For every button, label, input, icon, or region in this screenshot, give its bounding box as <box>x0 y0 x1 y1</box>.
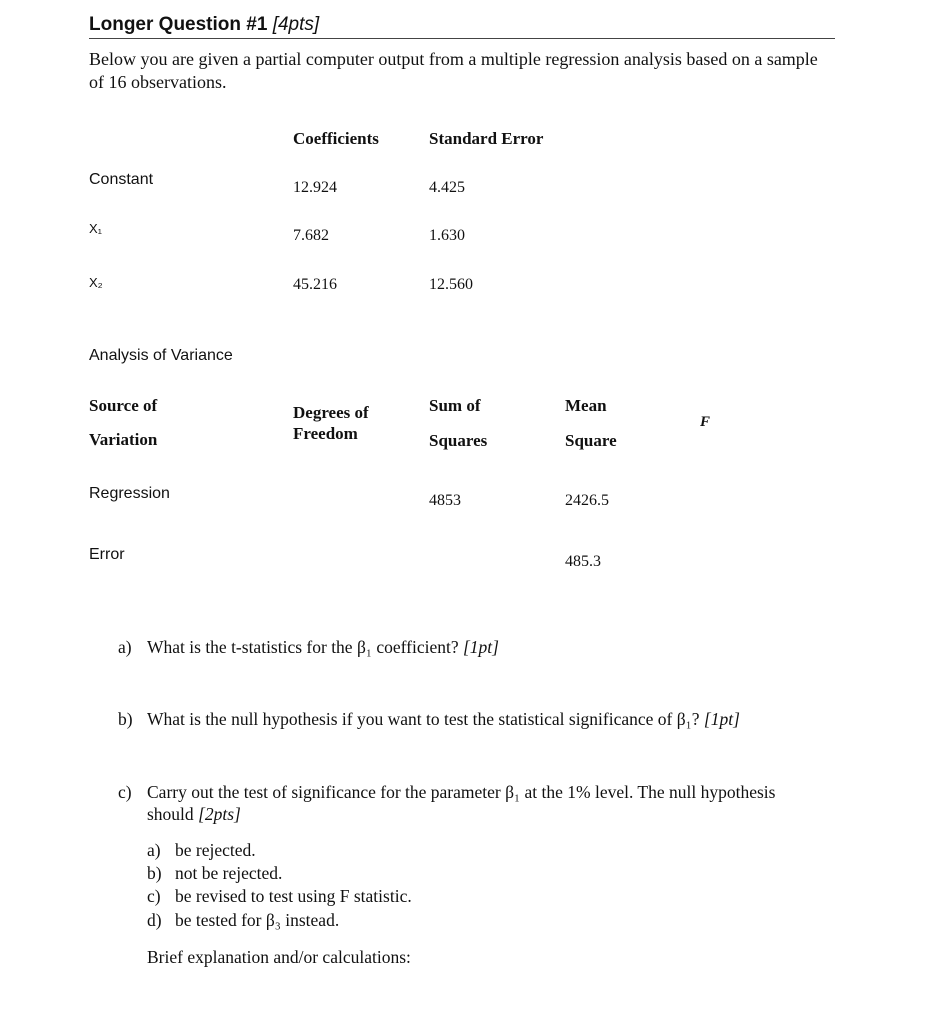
ss-regression: 4853 <box>429 492 461 509</box>
title-underline <box>89 38 835 39</box>
header-coefficients: Coefficients <box>293 129 379 148</box>
question-a-text: What is the t-statistics for the β₁ coefficient? <box>147 637 459 657</box>
header-standard-error: Standard Error <box>429 129 544 148</box>
header-f: F <box>700 414 711 430</box>
ms-error: 485.3 <box>565 553 601 570</box>
se-x2: 12.560 <box>429 276 473 293</box>
coef-x2: 45.216 <box>293 276 337 293</box>
question-title-main: Longer Question #1 <box>89 14 268 35</box>
header-df-line1: Degrees of <box>293 403 369 422</box>
question-b-points: [1pt] <box>703 709 740 729</box>
coef-constant: 12.924 <box>293 179 337 196</box>
option-b-marker: b) <box>147 863 162 883</box>
header-ms-line2: Square <box>565 431 617 450</box>
question-c-line2 <box>147 804 241 825</box>
option-d-marker: d) <box>147 910 162 930</box>
question-b-marker: b) <box>118 709 133 729</box>
se-constant: 4.425 <box>429 179 465 196</box>
option-c-marker: c) <box>147 886 161 906</box>
ms-regression: 2426.5 <box>565 492 609 509</box>
option-c-text: be revised to test using F statistic. <box>175 886 412 906</box>
question-a <box>147 637 499 658</box>
anova-title: Analysis of Variance <box>89 347 233 364</box>
row-label-x2: X₂ <box>89 275 103 290</box>
coef-x1: 7.682 <box>293 227 329 244</box>
question-c-marker: c) <box>118 782 132 802</box>
header-source-line1: Source of <box>89 396 158 415</box>
question-c-line1: Carry out the test of significance for the parameter β₁ at the 1% level. The null hypothesis <box>147 782 776 802</box>
header-ss-line1: Sum of <box>429 396 481 415</box>
explanation-label: Brief explanation and/or calculations: <box>147 947 411 967</box>
anova-row-error: Error <box>89 546 125 563</box>
row-label-constant: Constant <box>89 171 154 188</box>
row-label-x1: X₁ <box>89 221 103 236</box>
intro-text: Below you are given a partial computer output from a multiple regression analysis based on a sample of 16 observations. <box>89 49 818 92</box>
header-ms-line1: Mean <box>565 396 607 415</box>
question-points: [4pts] <box>272 14 320 35</box>
question-b <box>147 709 740 730</box>
option-a-text: be rejected. <box>175 840 256 860</box>
question-c-points: [2pts] <box>198 804 241 824</box>
header-df-line2: Freedom <box>293 424 358 443</box>
header-ss-line2: Squares <box>429 431 488 450</box>
option-a-marker: a) <box>147 840 161 860</box>
question-a-points: [1pt] <box>462 637 499 657</box>
question-title <box>89 14 319 36</box>
option-b-text: not be rejected. <box>175 863 283 883</box>
question-b-text: What is the null hypothesis if you want to test the statistical significance of β₁? <box>147 709 700 729</box>
question-a-marker: a) <box>118 637 132 657</box>
question-c-should: should <box>147 804 194 824</box>
anova-row-regression: Regression <box>89 485 170 502</box>
option-d-text: be tested for β₃ instead. <box>175 910 340 930</box>
se-x1: 1.630 <box>429 227 465 244</box>
header-source-line2: Variation <box>89 430 158 449</box>
